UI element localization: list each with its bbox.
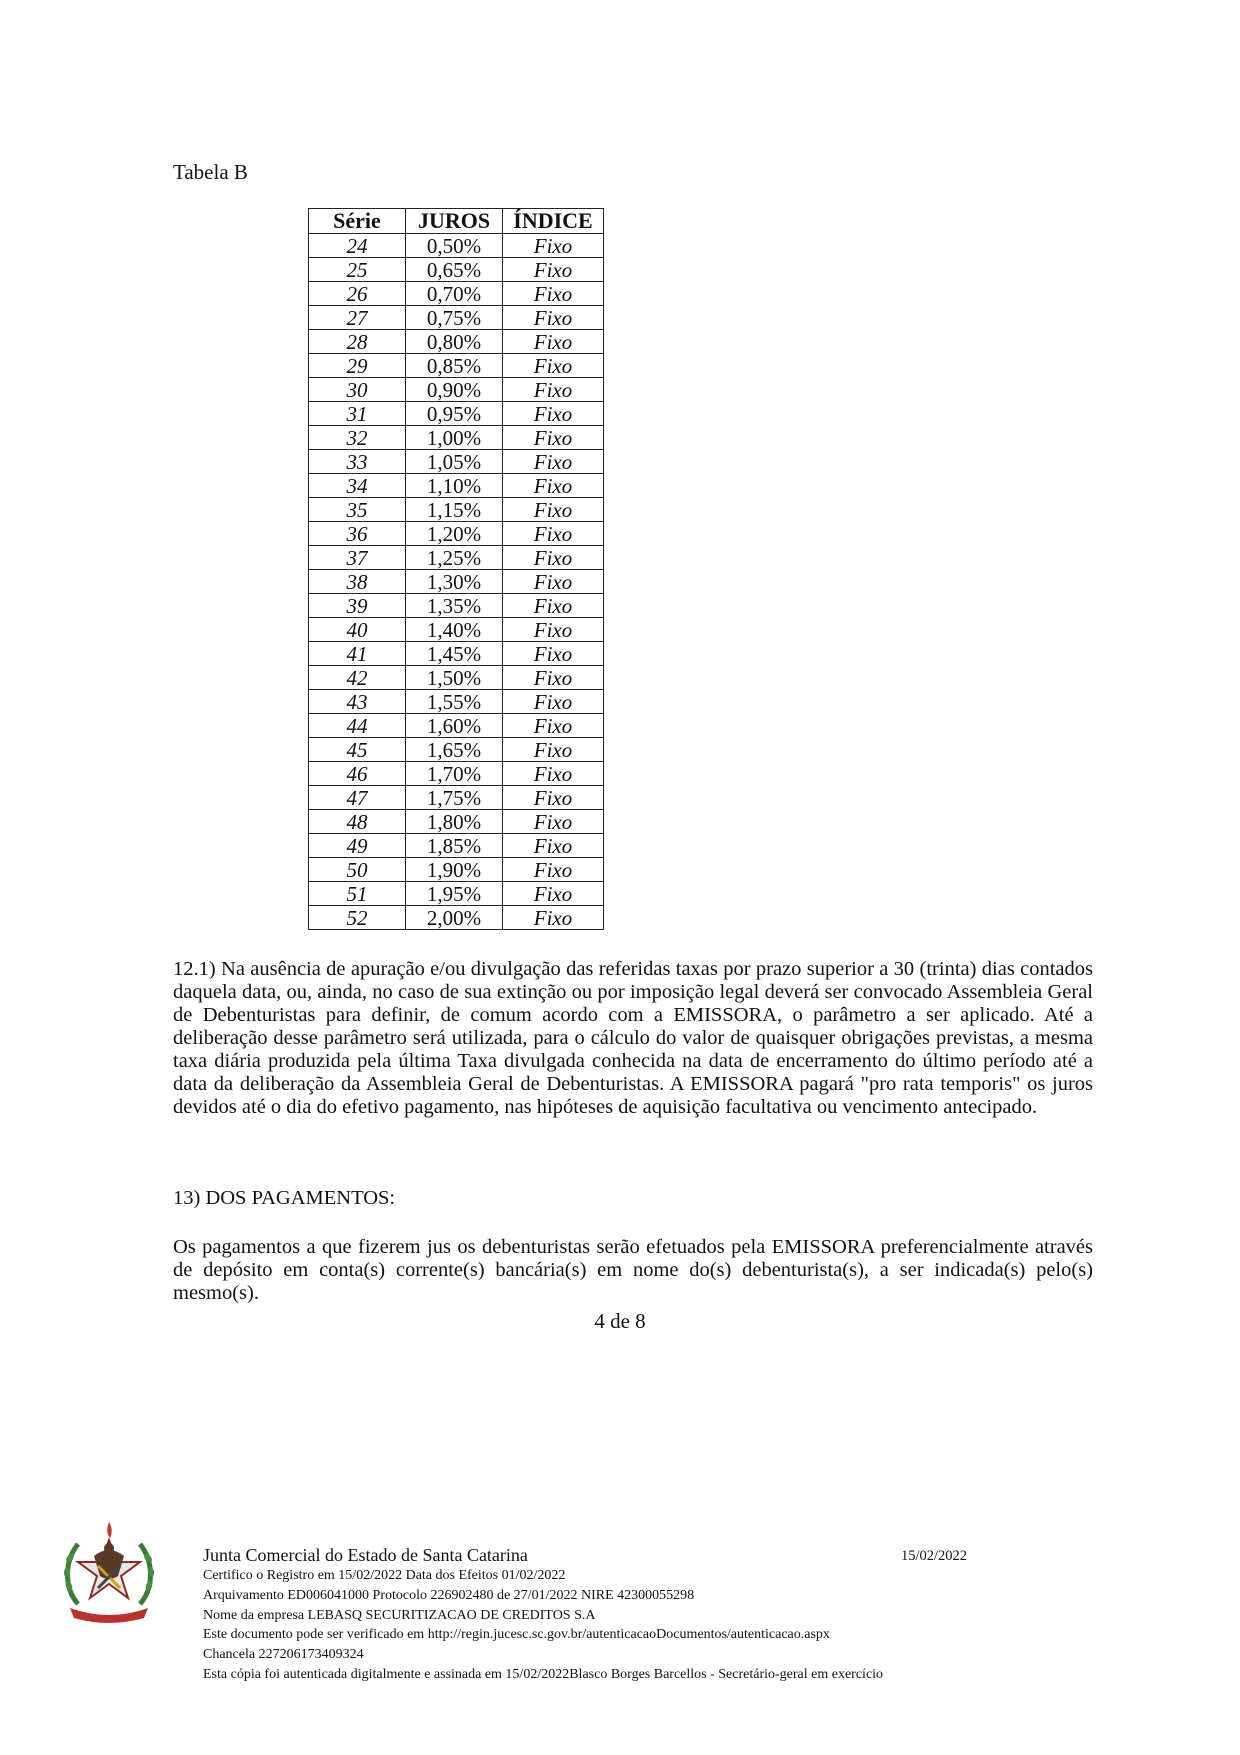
cell-serie: 49 xyxy=(309,834,406,858)
cell-juros: 0,65% xyxy=(406,258,503,282)
cell-indice: Fixo xyxy=(503,402,604,426)
column-header-serie: Série xyxy=(309,209,406,234)
cell-juros: 1,75% xyxy=(406,786,503,810)
cell-juros: 1,20% xyxy=(406,522,503,546)
table-row xyxy=(309,522,604,546)
cell-indice: Fixo xyxy=(503,498,604,522)
cell-serie: 45 xyxy=(309,738,406,762)
state-coat-of-arms-icon xyxy=(58,1518,160,1626)
cell-juros: 1,45% xyxy=(406,642,503,666)
table-row xyxy=(309,258,604,282)
table-row xyxy=(309,882,604,906)
cell-indice: Fixo xyxy=(503,738,604,762)
cell-juros: 0,80% xyxy=(406,330,503,354)
cell-indice: Fixo xyxy=(503,762,604,786)
cell-serie: 27 xyxy=(309,306,406,330)
registry-certificate-line: Certifico o Registro em 15/02/2022 Data dos Efeitos 01/02/2022 xyxy=(203,1568,566,1583)
cell-serie: 24 xyxy=(309,234,406,258)
cell-serie: 39 xyxy=(309,594,406,618)
cell-juros: 1,55% xyxy=(406,690,503,714)
cell-serie: 33 xyxy=(309,450,406,474)
cell-indice: Fixo xyxy=(503,570,604,594)
cell-juros: 0,90% xyxy=(406,378,503,402)
cell-juros: 1,10% xyxy=(406,474,503,498)
cell-indice: Fixo xyxy=(503,906,604,930)
cell-serie: 34 xyxy=(309,474,406,498)
cell-indice: Fixo xyxy=(503,714,604,738)
table-row xyxy=(309,642,604,666)
cell-serie: 28 xyxy=(309,330,406,354)
cell-serie: 43 xyxy=(309,690,406,714)
cell-indice: Fixo xyxy=(503,882,604,906)
table-row xyxy=(309,570,604,594)
cell-serie: 29 xyxy=(309,354,406,378)
cell-juros: 1,00% xyxy=(406,426,503,450)
cell-juros: 1,30% xyxy=(406,570,503,594)
paragraph-12-1: 12.1) Na ausência de apuração e/ou divulgação das referidas taxas por prazo superior a 30 (trinta) dias contados daquela data, ou, ainda, no caso de sua extinção ou por imposição legal deverá ser convocado Assembleia Geral de Debenturistas para definir, de comum acordo com a EMISSORA, o parâmetro a ser aplicado. Até a deliberação desse parâmetro será utilizada, para o cálculo do valor de quaisquer obrigações previstas, a mesma taxa diária produzida pela última Taxa divulgada conhecida na data de encerramento do último período até a data da deliberação da Assembleia Geral de Debenturistas. A EMISSORA pagará "pro rata temporis" os juros devidos até o dia do efetivo pagamento, nas hipóteses de aquisição facultativa ou vencimento antecipado. xyxy=(173,958,1093,1118)
cell-indice: Fixo xyxy=(503,234,604,258)
cell-serie: 26 xyxy=(309,282,406,306)
cell-indice: Fixo xyxy=(503,666,604,690)
cell-serie: 30 xyxy=(309,378,406,402)
cell-serie: 50 xyxy=(309,858,406,882)
table-row xyxy=(309,402,604,426)
cell-serie: 46 xyxy=(309,762,406,786)
table-row xyxy=(309,426,604,450)
registry-organization: Junta Comercial do Estado de Santa Catarina xyxy=(203,1545,528,1565)
cell-indice: Fixo xyxy=(503,786,604,810)
cell-juros: 1,70% xyxy=(406,762,503,786)
cell-serie: 41 xyxy=(309,642,406,666)
cell-serie: 32 xyxy=(309,426,406,450)
cell-indice: Fixo xyxy=(503,594,604,618)
table-row xyxy=(309,810,604,834)
registry-chancela-line: Chancela 227206173409324 xyxy=(203,1647,364,1663)
cell-indice: Fixo xyxy=(503,378,604,402)
table-row xyxy=(309,834,604,858)
cell-serie: 36 xyxy=(309,522,406,546)
cell-serie: 44 xyxy=(309,714,406,738)
table-row xyxy=(309,474,604,498)
cell-indice: Fixo xyxy=(503,450,604,474)
cell-juros: 1,35% xyxy=(406,594,503,618)
cell-serie: 40 xyxy=(309,618,406,642)
table-row xyxy=(309,330,604,354)
cell-indice: Fixo xyxy=(503,426,604,450)
registry-filing-line: Arquivamento ED006041000 Protocolo 226902480 de 27/01/2022 NIRE 42300055298 xyxy=(203,1587,695,1603)
cell-juros: 1,25% xyxy=(406,546,503,570)
table-row xyxy=(309,234,604,258)
table-caption: Tabela B xyxy=(173,160,248,184)
table-row xyxy=(309,786,604,810)
table-row xyxy=(309,906,604,930)
table-row xyxy=(309,306,604,330)
cell-serie: 47 xyxy=(309,786,406,810)
cell-juros: 1,50% xyxy=(406,666,503,690)
cell-indice: Fixo xyxy=(503,546,604,570)
table-row xyxy=(309,618,604,642)
cell-juros: 1,80% xyxy=(406,810,503,834)
table-row xyxy=(309,354,604,378)
column-header-juros: JUROS xyxy=(406,209,503,234)
cell-juros: 1,60% xyxy=(406,714,503,738)
cell-juros: 1,40% xyxy=(406,618,503,642)
table-header-row xyxy=(309,209,604,234)
registry-verification-line: Este documento pode ser verificado em http://regin.jucesc.sc.gov.br/autenticacaoDocumentos/autenticacao.aspx xyxy=(203,1627,830,1643)
cell-juros: 1,15% xyxy=(406,498,503,522)
cell-indice: Fixo xyxy=(503,306,604,330)
cell-juros: 0,95% xyxy=(406,402,503,426)
cell-juros: 1,90% xyxy=(406,858,503,882)
cell-indice: Fixo xyxy=(503,834,604,858)
table-row xyxy=(309,714,604,738)
cell-serie: 42 xyxy=(309,666,406,690)
registry-signature-line: Esta cópia foi autenticada digitalmente e assinada em 15/02/2022Blasco Borges Barcellos - Secretário-geral em exercício xyxy=(203,1666,884,1682)
cell-serie: 52 xyxy=(309,906,406,930)
page-number: 4 de 8 xyxy=(594,1309,646,1333)
cell-serie: 48 xyxy=(309,810,406,834)
table-row xyxy=(309,594,604,618)
cell-indice: Fixo xyxy=(503,282,604,306)
cell-indice: Fixo xyxy=(503,474,604,498)
cell-juros: 0,50% xyxy=(406,234,503,258)
cell-indice: Fixo xyxy=(503,690,604,714)
cell-juros: 1,95% xyxy=(406,882,503,906)
cell-serie: 38 xyxy=(309,570,406,594)
cell-indice: Fixo xyxy=(503,810,604,834)
rates-table xyxy=(308,208,604,930)
section-heading-13: 13) DOS PAGAMENTOS: xyxy=(173,1187,396,1209)
cell-serie: 31 xyxy=(309,402,406,426)
table-row xyxy=(309,450,604,474)
registry-footer xyxy=(203,1544,1043,1685)
cell-serie: 37 xyxy=(309,546,406,570)
cell-juros: 0,70% xyxy=(406,282,503,306)
cell-indice: Fixo xyxy=(503,642,604,666)
table-row xyxy=(309,282,604,306)
cell-indice: Fixo xyxy=(503,330,604,354)
cell-juros: 2,00% xyxy=(406,906,503,930)
cell-indice: Fixo xyxy=(503,858,604,882)
cell-juros: 0,75% xyxy=(406,306,503,330)
table-row xyxy=(309,690,604,714)
cell-juros: 1,65% xyxy=(406,738,503,762)
cell-juros: 0,85% xyxy=(406,354,503,378)
table-row xyxy=(309,498,604,522)
paragraph-13: Os pagamentos a que fizerem jus os debenturistas serão efetuados pela EMISSORA preferencialmente através de depósito em conta(s) corrente(s) bancária(s) em nome do(s) debenturista(s), a ser indicada(s) pelo(s) mesmo(s). xyxy=(173,1236,1093,1304)
table-row xyxy=(309,378,604,402)
table-row xyxy=(309,858,604,882)
cell-juros: 1,05% xyxy=(406,450,503,474)
registry-date: 15/02/2022 xyxy=(900,1548,967,1564)
table-row xyxy=(309,666,604,690)
cell-juros: 1,85% xyxy=(406,834,503,858)
table-row xyxy=(309,762,604,786)
column-header-indice: ÍNDICE xyxy=(503,209,604,234)
cell-serie: 35 xyxy=(309,498,406,522)
cell-indice: Fixo xyxy=(503,618,604,642)
cell-serie: 51 xyxy=(309,882,406,906)
registry-company-name-line: Nome da empresa LEBASQ SECURITIZACAO DE CREDITOS S.A xyxy=(203,1607,596,1623)
cell-indice: Fixo xyxy=(503,354,604,378)
table-row xyxy=(309,738,604,762)
rates-table-body xyxy=(309,234,604,930)
cell-indice: Fixo xyxy=(503,258,604,282)
cell-serie: 25 xyxy=(309,258,406,282)
cell-indice: Fixo xyxy=(503,522,604,546)
table-row xyxy=(309,546,604,570)
